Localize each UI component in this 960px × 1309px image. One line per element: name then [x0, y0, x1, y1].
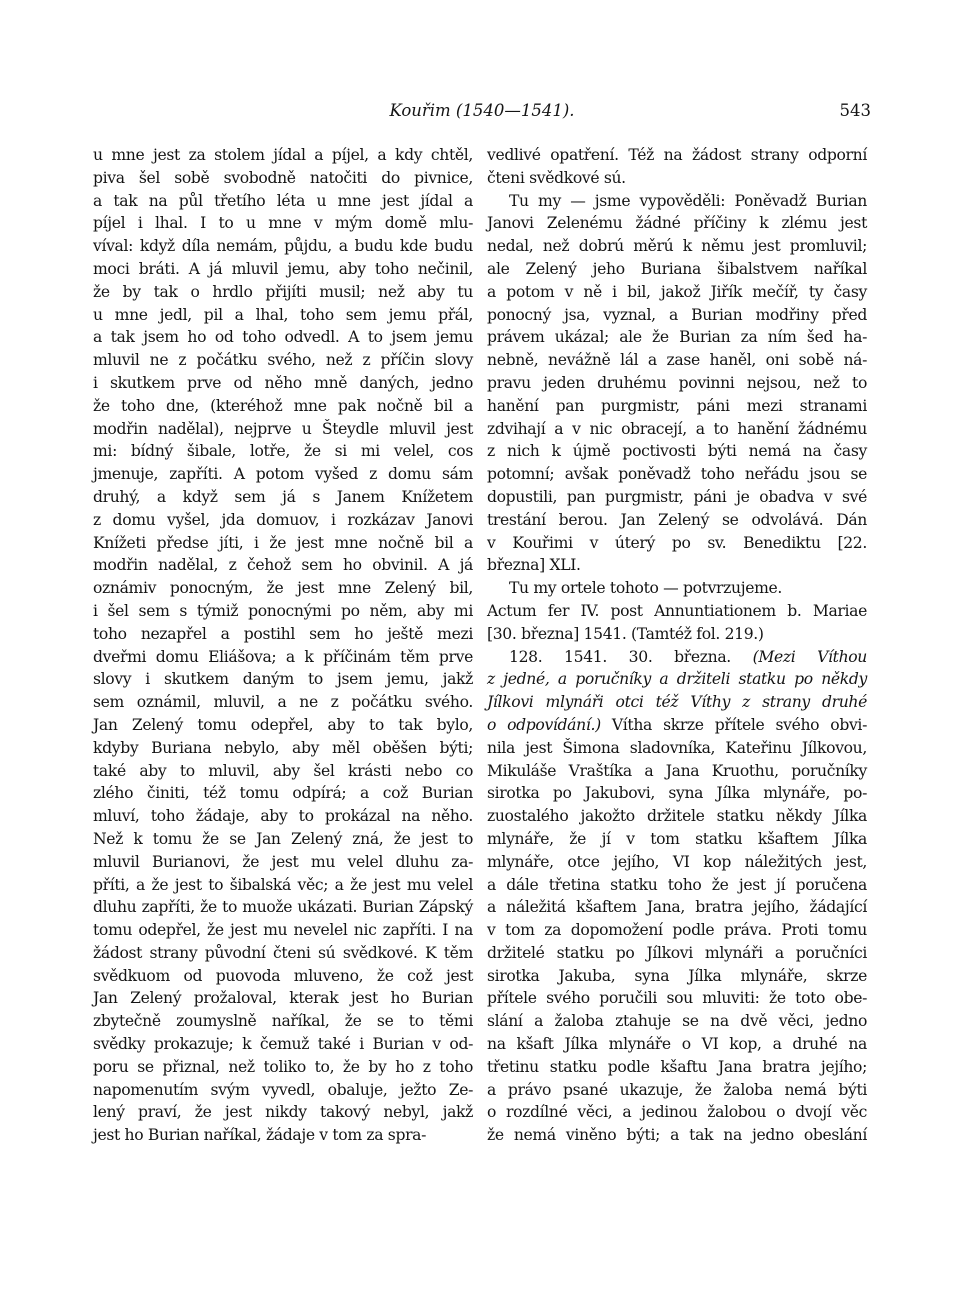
text-line: přítele svého poručili sou mluviti: že toto obe-: [487, 989, 867, 1008]
text-line: potomní; avšak poněvadž toho neřádu jsou se: [487, 465, 867, 484]
text-line: zbytečně zoumyslně naříkal, že se to těmi: [93, 1012, 473, 1031]
right-text-column: [487, 144, 867, 1189]
text-line: kdyby Buriana nebylo, aby měl oběšen býti;: [93, 738, 473, 757]
text-line: z nich k újmě poctivosti býti nemá na časy: [487, 442, 867, 461]
text-line: mluvil ne z počátku svého, než z příčin slovy: [93, 351, 473, 370]
text-line: Mikuláše Vraštíka a Jana Kruothu, poručníky: [487, 761, 867, 780]
text-line: moci bráti. A já mluvil jemu, aby toho nečinil,: [93, 259, 473, 278]
text-line: u mne jest za stolem jídal a píjel, a kdy chtěl,: [93, 146, 473, 164]
text-line: ale Zelený jeho Buriana šibalstvem naříkal: [487, 259, 867, 278]
text-line: dluhu zapříti, že to muože ukázati. Burian Zápský: [93, 898, 473, 917]
text-line: sirotka Jakuba, syna Jílka mlynáře, skrze: [487, 966, 867, 985]
text-line: právem ukázal; ale že Burian za ním šed ha-: [487, 328, 867, 347]
text-line: mlynáře, otce jejího, VI kop náležitých jest,: [487, 852, 867, 871]
text-line: dopustili, pan purgmistr, páni je obadva v své: [487, 487, 867, 506]
text-line: poru se přiznal, než toliko to, že by ho z toho: [93, 1057, 473, 1076]
text-line: Janovi Zelenému žádné příčiny k zlému jest: [487, 214, 867, 233]
text-line: slovy i skutkem daným to jsem jemu, jakž: [93, 670, 473, 689]
text-line: mluvil Burianovi, že jest mu velel dluhu za-: [93, 852, 473, 871]
text-line: že nemá viněno býti; a tak na jedno obeslání: [487, 1126, 867, 1145]
text-line: a právo psané ukazuje, že žaloba nemá býti: [487, 1080, 867, 1099]
text-line: že by tak o hrdlo přijíti musil; než aby tu: [93, 282, 473, 301]
text-line: Jan Zelený tomu odepřel, aby to tak bylo,: [93, 715, 473, 734]
text-line: Knížeti předse jíti, i že jest mne nočně bil a: [93, 533, 473, 552]
text-line: mluví, toho žádaje, aby to prokázal na něho.: [93, 807, 473, 826]
text-line: víval: když díla nemám, půjdu, a budu kde budu: [93, 237, 473, 256]
text-line: mi: bídný šibale, lotře, že si mi velel, cos: [93, 442, 473, 461]
text-line: o odpovídání.) Vítha skrze přítele svého obvi-: [487, 715, 867, 734]
text-line: v tom za dopomožení podle práva. Proti tomu: [487, 921, 867, 940]
text-line: [30. března] 1541. (Tamtéž fol. 219.): [487, 624, 764, 643]
text-line: piva šel sobě svobodně natočiti do pivnice,: [93, 168, 473, 187]
text-line: 128. 1541. 30. března. (Mezi Víthou: [509, 647, 867, 666]
text-line: nebně, nevážně lál a zase haněl, oni sobě ná-: [487, 351, 867, 370]
page-number: 543: [839, 101, 871, 120]
text-line: svědkuom od puovoda mluveno, že což jest: [93, 966, 473, 985]
text-line: zlého činiti, též tomu odpírá; a což Burian: [93, 784, 473, 803]
text-line: z jedné, a poručníky a držiteli statku po někdy: [487, 670, 867, 689]
text-line: z domu vyšel, jda domuov, i rozkázav Janovi: [93, 510, 473, 529]
text-line: a náležitá kšaftem Jana, bratra jejího, žádající: [487, 898, 867, 917]
text-line: píjel i lhal. I to u mne v mým domě mlu-: [93, 214, 473, 233]
text-line: zdvihají a v nic obracejí, a to hanění žádnému: [487, 419, 867, 438]
text-line: také aby to mluvil, aby šel krásti nebo co: [93, 761, 473, 780]
text-line: nedal, než dobrú měrú k němu jest promluvil;: [487, 237, 867, 256]
text-line: že toho dne, (kteréhož mne pak nočně bil a: [93, 396, 473, 415]
text-line: žádost strany původní čteni sú svědkové. K těm: [93, 943, 473, 962]
text-line: jmenuje, zapříti. A potom vyšed z domu sám: [93, 465, 473, 484]
text-line: nila jest Šimona sladovníka, Kateřinu Jílkovou,: [487, 738, 867, 757]
text-line: slání a žaloba ztahuje se na dvě věci, jedno: [487, 1012, 867, 1031]
text-line: Actum fer IV. post Annuntiationem b. Mariae: [487, 601, 867, 620]
text-line: druhý, a když sem já s Janem Knížetem: [93, 487, 473, 506]
text-line: toho nezapřel a postihl sem ho ještě mezi: [93, 624, 473, 643]
text-line: o rozdílné věci, a jedinou žalobou o dvojí věc: [487, 1103, 867, 1122]
text-line: modřin nadělal, z čehož sem ho obvinil. A já: [93, 556, 473, 575]
text-line: oznámiv ponocným, že jest mne Zelený bil,: [93, 579, 473, 598]
text-line: sirotka po Jakubovi, syna Jílka mlynáře, po-: [487, 784, 867, 803]
text-line: hanění pan purgmistr, páni mezi stranami: [487, 396, 867, 415]
text-line: i skutkem prve od něho mně daných, jedno: [93, 373, 473, 392]
text-line: Než k tomu že se Jan Zelený zná, že jest to: [93, 829, 473, 848]
text-line: pravu jeden druhému povinni nejsou, než to: [487, 373, 867, 392]
text-line: trestání berou. Jan Zelený se odvolává. Dán: [487, 510, 867, 529]
text-line: Jan Zelený prožaloval, kterak jest ho Burian: [93, 989, 473, 1008]
text-line: třetinu statku podle kšaftu Jana bratra jejího;: [487, 1057, 867, 1076]
text-line: u mne jedl, pil a lhal, toho sem jemu přál,: [93, 305, 473, 324]
text-line: Tu my — jsme vypověděli: Poněvadž Burian: [509, 191, 867, 210]
text-line: příti, a že jest to šibalská věc; a že jest mu velel: [93, 875, 473, 894]
text-line: a tak na půl třetího léta u mne jest jídal a: [93, 191, 473, 210]
text-line: Tu my ortele tohoto — potvrzujeme.: [509, 579, 783, 598]
running-head: [93, 101, 871, 123]
text-line: držitelé statku po Jílkovi mlynáři a poručníci: [487, 943, 867, 962]
text-line: Jílkovi mlynáři otci též Víthy z strany druhé: [487, 693, 867, 712]
text-line: svědky prokazuje; k čemuž také i Burian v od-: [93, 1035, 473, 1054]
text-line: zuostalého jakožto držitele statku někdy Jílka: [487, 807, 867, 826]
left-text-column: [93, 144, 473, 1189]
text-line: tomu odepřel, že jest mu nevelel nic zapříti. I na: [93, 921, 473, 940]
text-line: a potom v ně i bil, jakož Jiřík mečíř, ty časy: [487, 282, 867, 301]
text-line: dveřmi domu Eliášova; a k příčinám těm prve: [93, 647, 473, 666]
text-line: mlynáře, že jí v tom statku kšaftem Jílka: [487, 829, 867, 848]
text-line: napomenutím svým vyvedl, obaluje, ježto Ze-: [93, 1080, 473, 1099]
text-line: a dále třetina statku toho že jest jí poručena: [487, 875, 867, 894]
text-line: čteni svědkové sú.: [487, 168, 626, 187]
text-line: v Kouřimi v úterý po sv. Benediktu [22.: [487, 533, 867, 552]
text-line: na kšaft Jílka mlynáře o VI kop, a druhé na: [487, 1035, 867, 1054]
text-line: lený praví, že jest nikdy takový nebyl, jakž: [93, 1103, 473, 1122]
running-title: Kouřim (1540—1541).: [389, 101, 575, 120]
text-line: ponocný jsa, vyznal, a Burian modřiny před: [487, 305, 867, 324]
text-line: března] XLI.: [487, 556, 581, 575]
text-line: jest ho Burian naříkal, žádaje v tom za spra-: [93, 1126, 427, 1145]
text-line: a tak jsem ho od toho odvedl. A to jsem jemu: [93, 328, 473, 347]
text-line: i šel sem s týmiž ponocnými po něm, aby mi: [93, 601, 473, 620]
text-line: vedlivé opatření. Též na žádost strany odporní: [487, 146, 867, 164]
text-line: modřin nadělal), nejprve u Šteydle mluvil jest: [93, 419, 473, 438]
text-line: sem oznámil, mluvil, a ne z počátku svého.: [93, 693, 473, 712]
